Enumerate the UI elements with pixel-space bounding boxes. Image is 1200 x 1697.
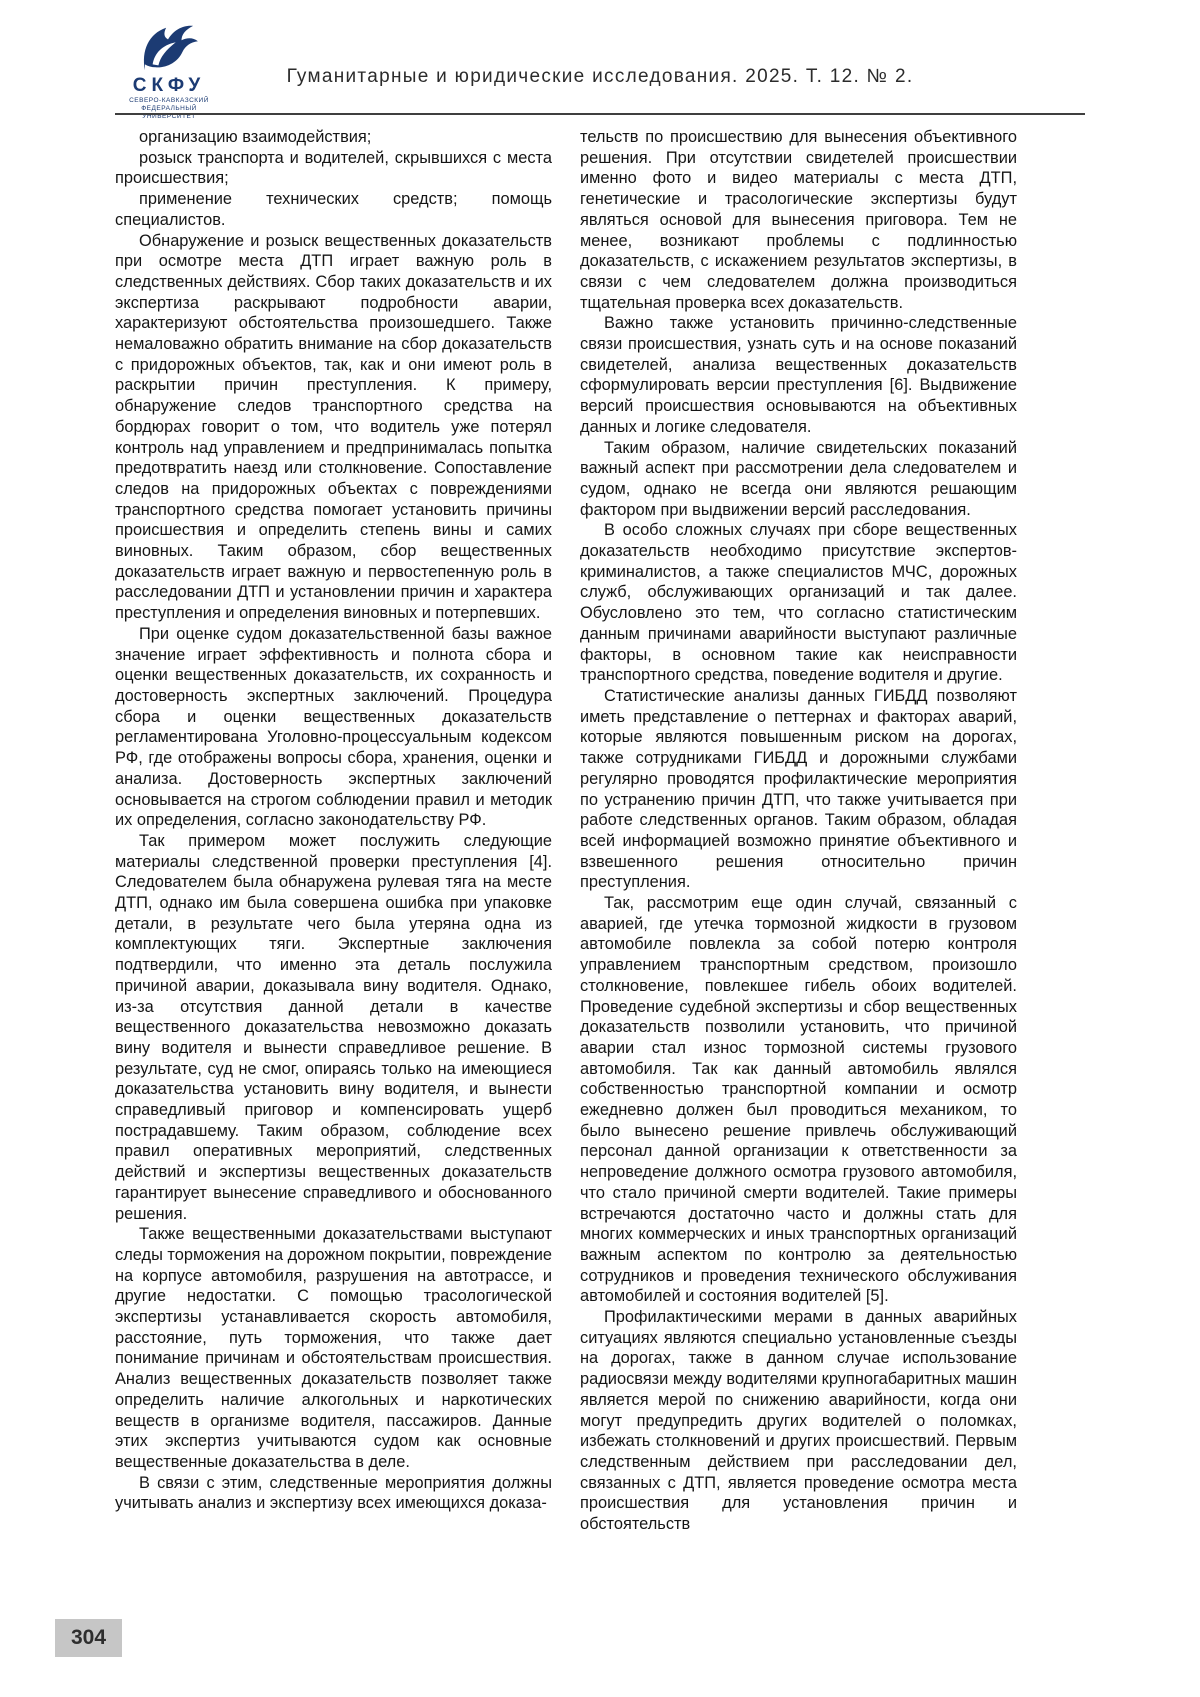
paragraph: организацию взаимодействия; [139,128,372,146]
page-number: 304 [55,1619,122,1657]
page-header [115,20,1085,120]
paragraph: применение технических средств; помощь специалистов. [115,190,552,229]
logo-acronym: СКФУ [132,75,206,96]
logo-subtitle-line2: ФЕДЕРАЛЬНЫЙ УНИВЕРСИТЕТ [141,105,197,120]
paragraph: Так, рассмотрим еще один случай, связанный с аварией, где утечка тормозной жидкости в грузовом автомобиле повлекла за собой потерю контроля управлением транспортным средством, произошло столкновение, повлекшее гибель обоих водителей. Проведение судебной экспертизы и сбор вещественных доказательств позволили установить, что причиной аварии стал износ тормозной системы грузового автомобиля. Так как данный автомобиль являлся собственностью транспортной компании и осмотр ежедневно должен был проводиться механиком, то было вынесено решение привлечь обслуживающий персонал данной организации к ответственности за непроведение должного осмотра грузового автомобиля, что стало причиной смерти водителей. Такие примеры встречаются достаточно часто и должны стать для многих коммерческих и иных транспортных организаций важным аспектом по контролю за деятельностью сотрудников и проведения технического обслуживания автомобилей и состояния водителей [5]. [580,894,1017,1306]
paragraph: розыск транспорта и водителей, скрывшихся с места происшествия; [115,148,552,188]
paragraph-continuation: тельств по происшествию для вынесения объективного решения. При отсутствии свидетелей происшествии именно фото и видео материалы с места ДТП, генетические и трасологические экспертизы будут являться основой для вынесения приговора. Тем не менее, возникают проблемы с подлинностью доказательств, с искажением результатов экспертизы, в связи с чем следователем должна производиться тщательная проверка всех доказательств. [580,128,1017,312]
paragraph: Профилактическими мерами в данных аварийных ситуациях являются специально установленные съезды на дорогах, также в данном случае использование радиосвязи между водителями крупногабаритных машин является мерой по снижению аварийности, когда они могут предупредить других водителей о поломках, избежать столкновений и других происшествий. Первым следственным действием при расследовании дел, связанных с ДТП, является проведение осмотра места происшествия для установления причин и обстоятельств [580,1308,1017,1534]
right-column [580,127,1017,1535]
paragraph: Таким образом, наличие свидетельских показаний важный аспект при рассмотрении дела следователем и судом, однако не всегда они являются решающим фактором при выдвижении версий расследования. [580,438,1017,519]
paragraph: В связи с этим, следственные мероприятия должны учитывать анализ и экспертизу всех имеющихся доказа- [115,1473,552,1513]
paragraph: В особо сложных случаях при сборе вещественных доказательств необходимо присутствие экспертов-криминалистов, а также специалистов МЧС, дорожных служб, обслуживающих организаций и так далее. Обусловлено это тем, что согласно статистическим данным причинами аварийности выступают различные факторы, в основном такие как неисправности транспортного средства, поведение водителя и другие. [580,521,1017,685]
paragraph: Статистические анализы данных ГИБДД позволяют иметь представление о петтернах и факторах аварий, которые являются повышенным риском на дорогах, также сотрудниками ГИБДД и дорожными службами регулярно проводятся профилактические мероприятия по устранению причин ДТП, что также учитывается при работе следственных органов. Таким образом, обладая всей информацией возможно принятие объективного и взвешенного решения относительно причин преступления. [580,686,1017,892]
paragraph: При оценке судом доказательственной базы важное значение играет эффективность и полнота сбора и оценки вещественных доказательств, их сохранность и достоверность экспертных заключений. Процедура сбора и оценки вещественных доказательств регламентирована Уголовно-процессуальным кодексом РФ, где отображены вопросы сбора, хранения, оценки и анализа. Достоверность экспертных заключений основывается на строгом соблюдении правил и методик их определения, согласно законодательству РФ. [115,624,552,830]
header-divider [115,113,1085,115]
paragraph: Обнаружение и розыск вещественных доказательств при осмотре места ДТП играет важную роль в следственных действиях. Сбор таких доказательств и их экспертиза раскрывают подробности аварии, характеризуют обстоятельства произошедшего. Также немаловажно обратить внимание на сбор доказательств с придорожных объектов, так, как и они имеют роль в раскрытии причин преступления. К примеру, обнаружение следов транспортного средства на бордюрах говорит о том, что водитель уже потерял контроль над управлением и предпринималась попытка предотвратить наезд или столкновение. Сопоставление следов на придорожных объектах с повреждениями транспортного средства помогает установить причины происшествия и определить степень вины и самих виновных. Таким образом, сбор вещественных доказательств играет важную и первостепенную роль в расследовании ДТП и установлении причин и характера преступления и определения виновных и потерпевших. [115,231,552,623]
logo-subtitle-line1: СЕВЕРО-КАВКАЗСКИЙ [129,97,209,104]
journal-title: Гуманитарные и юридические исследования. 2025. Т. 12. № 2. [286,66,914,87]
paragraph: Важно также установить причинно-следственные связи происшествия, узнать суть и на основе показаний свидетелей, анализа вещественных доказательств сформулировать версии преступления [6]. Выдвижение версий происшествия основываются на объективных данных и логике следователя. [580,314,1017,436]
left-column [115,127,552,1535]
article-body [115,127,1017,1535]
paragraph: Также вещественными доказательствами выступают следы торможения на дорожном покрытии, повреждение на корпусе автомобиля, разрушения на автотрассе, и другие недостатки. С помощью трасологической экспертизы устанавливается скорость автомобиля, расстояние, путь торможения, что также дает понимание причинам и обстоятельствам происшествия. Анализ вещественных доказательств позволяет также определить наличие алкогольных и наркотических веществ в организме водителя, пассажиров. Данные этих экспертиз учитываются судом как основные вещественные доказательства в деле. [115,1225,552,1471]
paragraph: Так примером может послужить следующие материалы следственной проверки преступления [4]. Следователем была обнаружена рулевая тяга на месте ДТП, однако им была совершена ошибка при упаковке детали, в результате чего была утеряна одна из комплектующих тяги. Экспертные заключения подтвердили, что именно эта деталь послужила причиной аварии, доказывала вину водителя. Однако, из-за отсутствия данной детали в качестве вещественного доказательства невозможно доказать вину водителя и вынести справедливое решение. В результате, суд не смог, опираясь только на имеющиеся доказательства установить вину водителя, и вынести справедливый приговор и компенсировать ущерб пострадавшему. Таким образом, соблюдение всех правил оперативных мероприятий, следственных действий и экспертизы вещественных доказательств гарантирует вынесение справедливого и обоснованного решения. [115,831,552,1223]
